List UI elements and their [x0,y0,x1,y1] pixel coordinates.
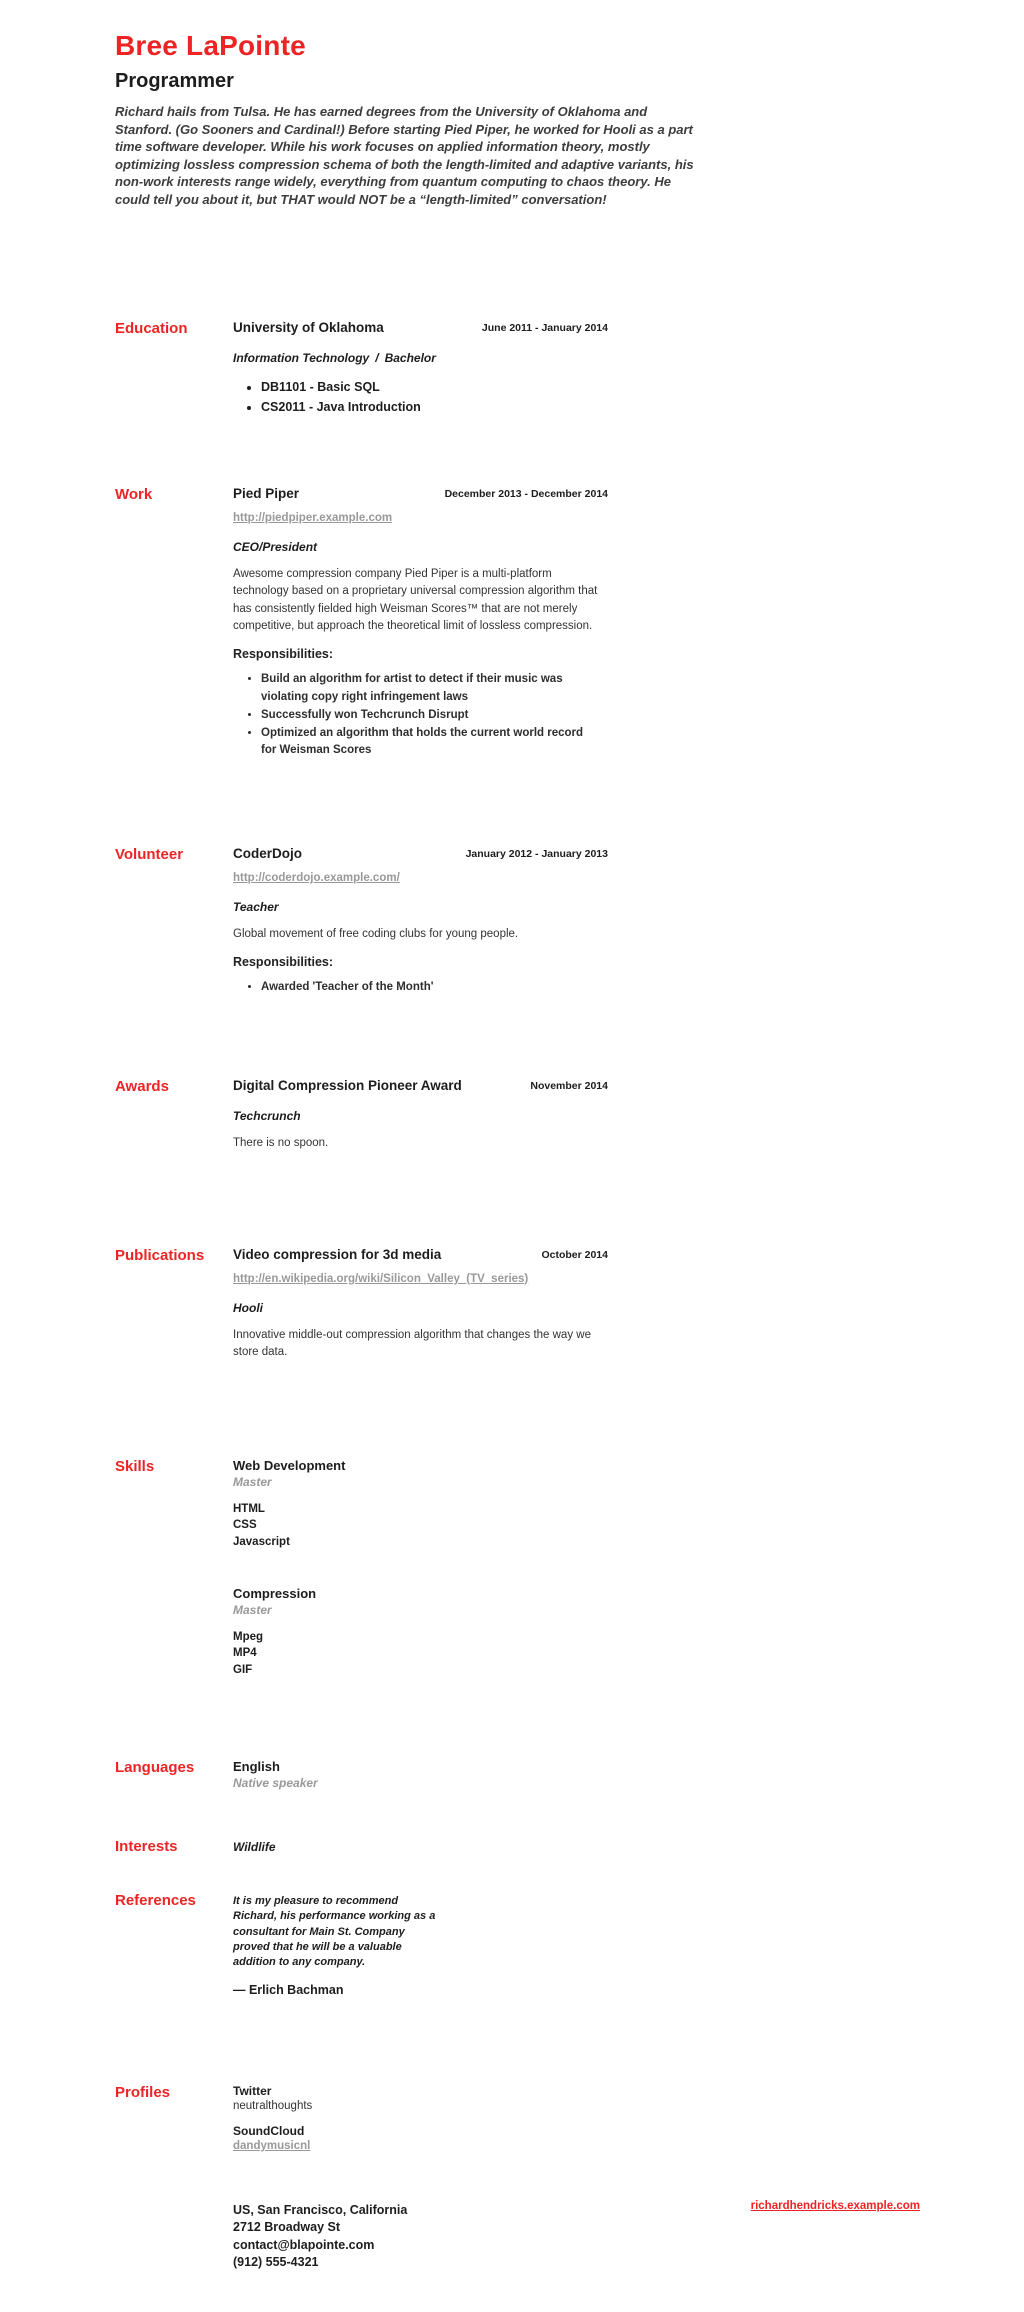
work-position: CEO/President [233,540,318,555]
profile-item [233,2084,598,2112]
education-heading: Education [115,320,188,338]
publication-publisher: Hooli [233,1300,263,1315]
references-heading: References [115,1891,196,1909]
publication-summary: Innovative middle-out compression algorithm that changes the way we store data. [233,1328,591,1358]
skill-name: Web Development [233,1457,346,1473]
skill-keyword-list [233,1501,598,1551]
languages-heading: Languages [115,1758,195,1776]
language-fluency: Native speaker [233,1775,318,1790]
personal-website-link[interactable]: richardhendricks.example.com [750,2200,920,2212]
job-title: Programmer [115,70,234,93]
work-heading: Work [115,486,153,504]
degree-separator: / [375,351,379,366]
skill-keyword: Javascript [233,1536,290,1549]
contact-address: 2712 Broadway St [233,2220,340,2235]
skill-keyword: GIF [233,1664,253,1677]
skill-level: Master [233,1602,272,1617]
contact-phone: (912) 555-4321 [233,2255,319,2270]
work-highlight: • Optimized an algorithm that holds the current world record for Weisman Scores [261,725,598,761]
references-body [233,1892,598,1997]
publications-heading: Publications [115,1246,205,1264]
work-date: December 2013 - December 2014 [444,488,608,501]
course-list [233,377,598,417]
study-type: Bachelor [384,351,436,366]
skills-body [233,1458,598,1679]
reference-name: — Erlich Bachman [233,1982,344,1997]
study-area: Information Technology [233,351,370,366]
skill-keyword: Mpeg [233,1630,264,1643]
award-date: November 2014 [530,1080,608,1093]
organization-name: CoderDojo [233,846,302,862]
education-body [233,320,608,417]
volunteer-responsibilities-label: Responsibilities: [233,955,334,970]
skill-keyword: HTML [233,1502,265,1515]
company-url-row [233,508,598,526]
education-date: June 2011 - January 2014 [481,322,608,335]
skill-group [233,1458,598,1551]
work-item-head [233,486,608,503]
volunteer-item-head [233,846,608,863]
contact-email: contact@blapointe.com [233,2237,375,2252]
course-item: • DB1101 - Basic SQL [261,377,598,397]
resume-header [115,30,920,208]
work-responsibilities-label: Responsibilities: [233,647,334,662]
publication-name: Video compression for 3d media [233,1246,442,1262]
work-highlight: • Build an algorithm for artist to detect if their music was violating copy right infringement laws [261,671,598,707]
work-highlight-list [233,671,598,760]
education-degree [233,351,598,365]
profile-network: SoundCloud [233,2123,305,2138]
work-summary: Awesome compression company Pied Piper is a multi-platform technology based on a proprietary universal compression algorithm that has consistently fielded high Weisman Scores™ that are not merely competitive, but approach the theoretical limit of lossless compression. [233,568,598,632]
volunteer-position: Teacher [233,900,279,915]
work-highlight: • Successfully won Techcrunch Disrupt [261,707,598,725]
profiles-heading: Profiles [115,2083,171,2101]
skill-keyword-list [233,1629,598,1679]
volunteer-highlight-list [233,979,598,997]
section-profiles [115,2084,920,2152]
awards-body [233,1078,608,1164]
organization-url-row [233,868,598,886]
person-name: Bree LaPointe [115,30,306,61]
award-awarder: Techcrunch [233,1109,301,1124]
publication-date: October 2014 [541,1248,608,1261]
section-references [115,1892,920,1997]
publication-url-row [233,1269,598,1287]
skill-group [233,1586,598,1679]
section-publications [115,1247,920,1373]
volunteer-summary: Global movement of free coding clubs for young people. [233,928,519,941]
volunteer-body [233,846,608,997]
award-title: Digital Compression Pioneer Award [233,1078,462,1094]
interest-name: Wildlife [233,1839,276,1854]
skill-name: Compression [233,1585,317,1601]
skill-keyword: CSS [233,1519,257,1532]
publications-body [233,1246,608,1373]
profile-username-link-row [233,2140,598,2152]
course-item: • CS2011 - Java Introduction [261,397,598,417]
publication-item-head [233,1246,608,1264]
section-work [115,486,920,760]
contact-block [233,2202,920,2272]
profile-username: neutralthoughts [233,2099,313,2112]
skills-heading: Skills [115,1457,155,1475]
skill-keyword: MP4 [233,1647,257,1660]
profile-username-link[interactable]: dandymusicnl [233,2139,311,2152]
reference-quote: It is my pleasure to recommend Richard, his performance working as a consultant for Main St. Company proved that he will be a valuable addition to any company. [233,1894,436,1969]
section-volunteer [115,846,920,997]
education-item-head [233,320,608,337]
work-body [233,486,608,760]
languages-body [233,1759,598,1790]
publication-url-link[interactable]: http://en.wikipedia.org/wiki/Silicon_Valley_(TV_series) [233,1272,529,1285]
interests-body [233,1838,598,1855]
award-item-head [233,1078,608,1095]
company-url-link[interactable]: http://piedpiper.example.com [233,512,393,525]
profiles-body [233,2084,598,2152]
awards-heading: Awards [115,1078,169,1096]
section-interests [115,1838,920,1855]
skill-level: Master [233,1474,272,1489]
section-languages [115,1759,920,1790]
volunteer-heading: Volunteer [115,846,184,864]
profile-network: Twitter [233,2083,272,2098]
profile-summary: Richard hails from Tulsa. He has earned degrees from the University of Oklahoma and Stanford. (Go Sooners and Cardinal!) Before starting Pied Piper, he worked for Hooli as a part time software developer. While his work focuses on applied information theory, mostly optimizing lossless compression schema of both the length-limited and adaptive variants, his non-work interests range widely, everything from quantum computing to chaos theory. He could tell you about it, but THAT would NOT be a “length-limited” conversation! [115,104,694,207]
organization-url-link[interactable]: http://coderdojo.example.com/ [233,872,400,885]
award-summary: There is no spoon. [233,1137,329,1150]
volunteer-highlight: • Awarded 'Teacher of the Month' [261,979,598,997]
section-skills [115,1458,920,1679]
section-awards [115,1078,920,1164]
company-name: Pied Piper [233,486,300,502]
section-education [115,320,920,417]
profile-item [233,2124,598,2152]
contact-location: US, San Francisco, California [233,2202,408,2217]
volunteer-date: January 2012 - January 2013 [465,848,608,861]
institution-name: University of Oklahoma [233,320,384,336]
language-name: English [233,1758,280,1774]
interests-heading: Interests [115,1837,178,1855]
